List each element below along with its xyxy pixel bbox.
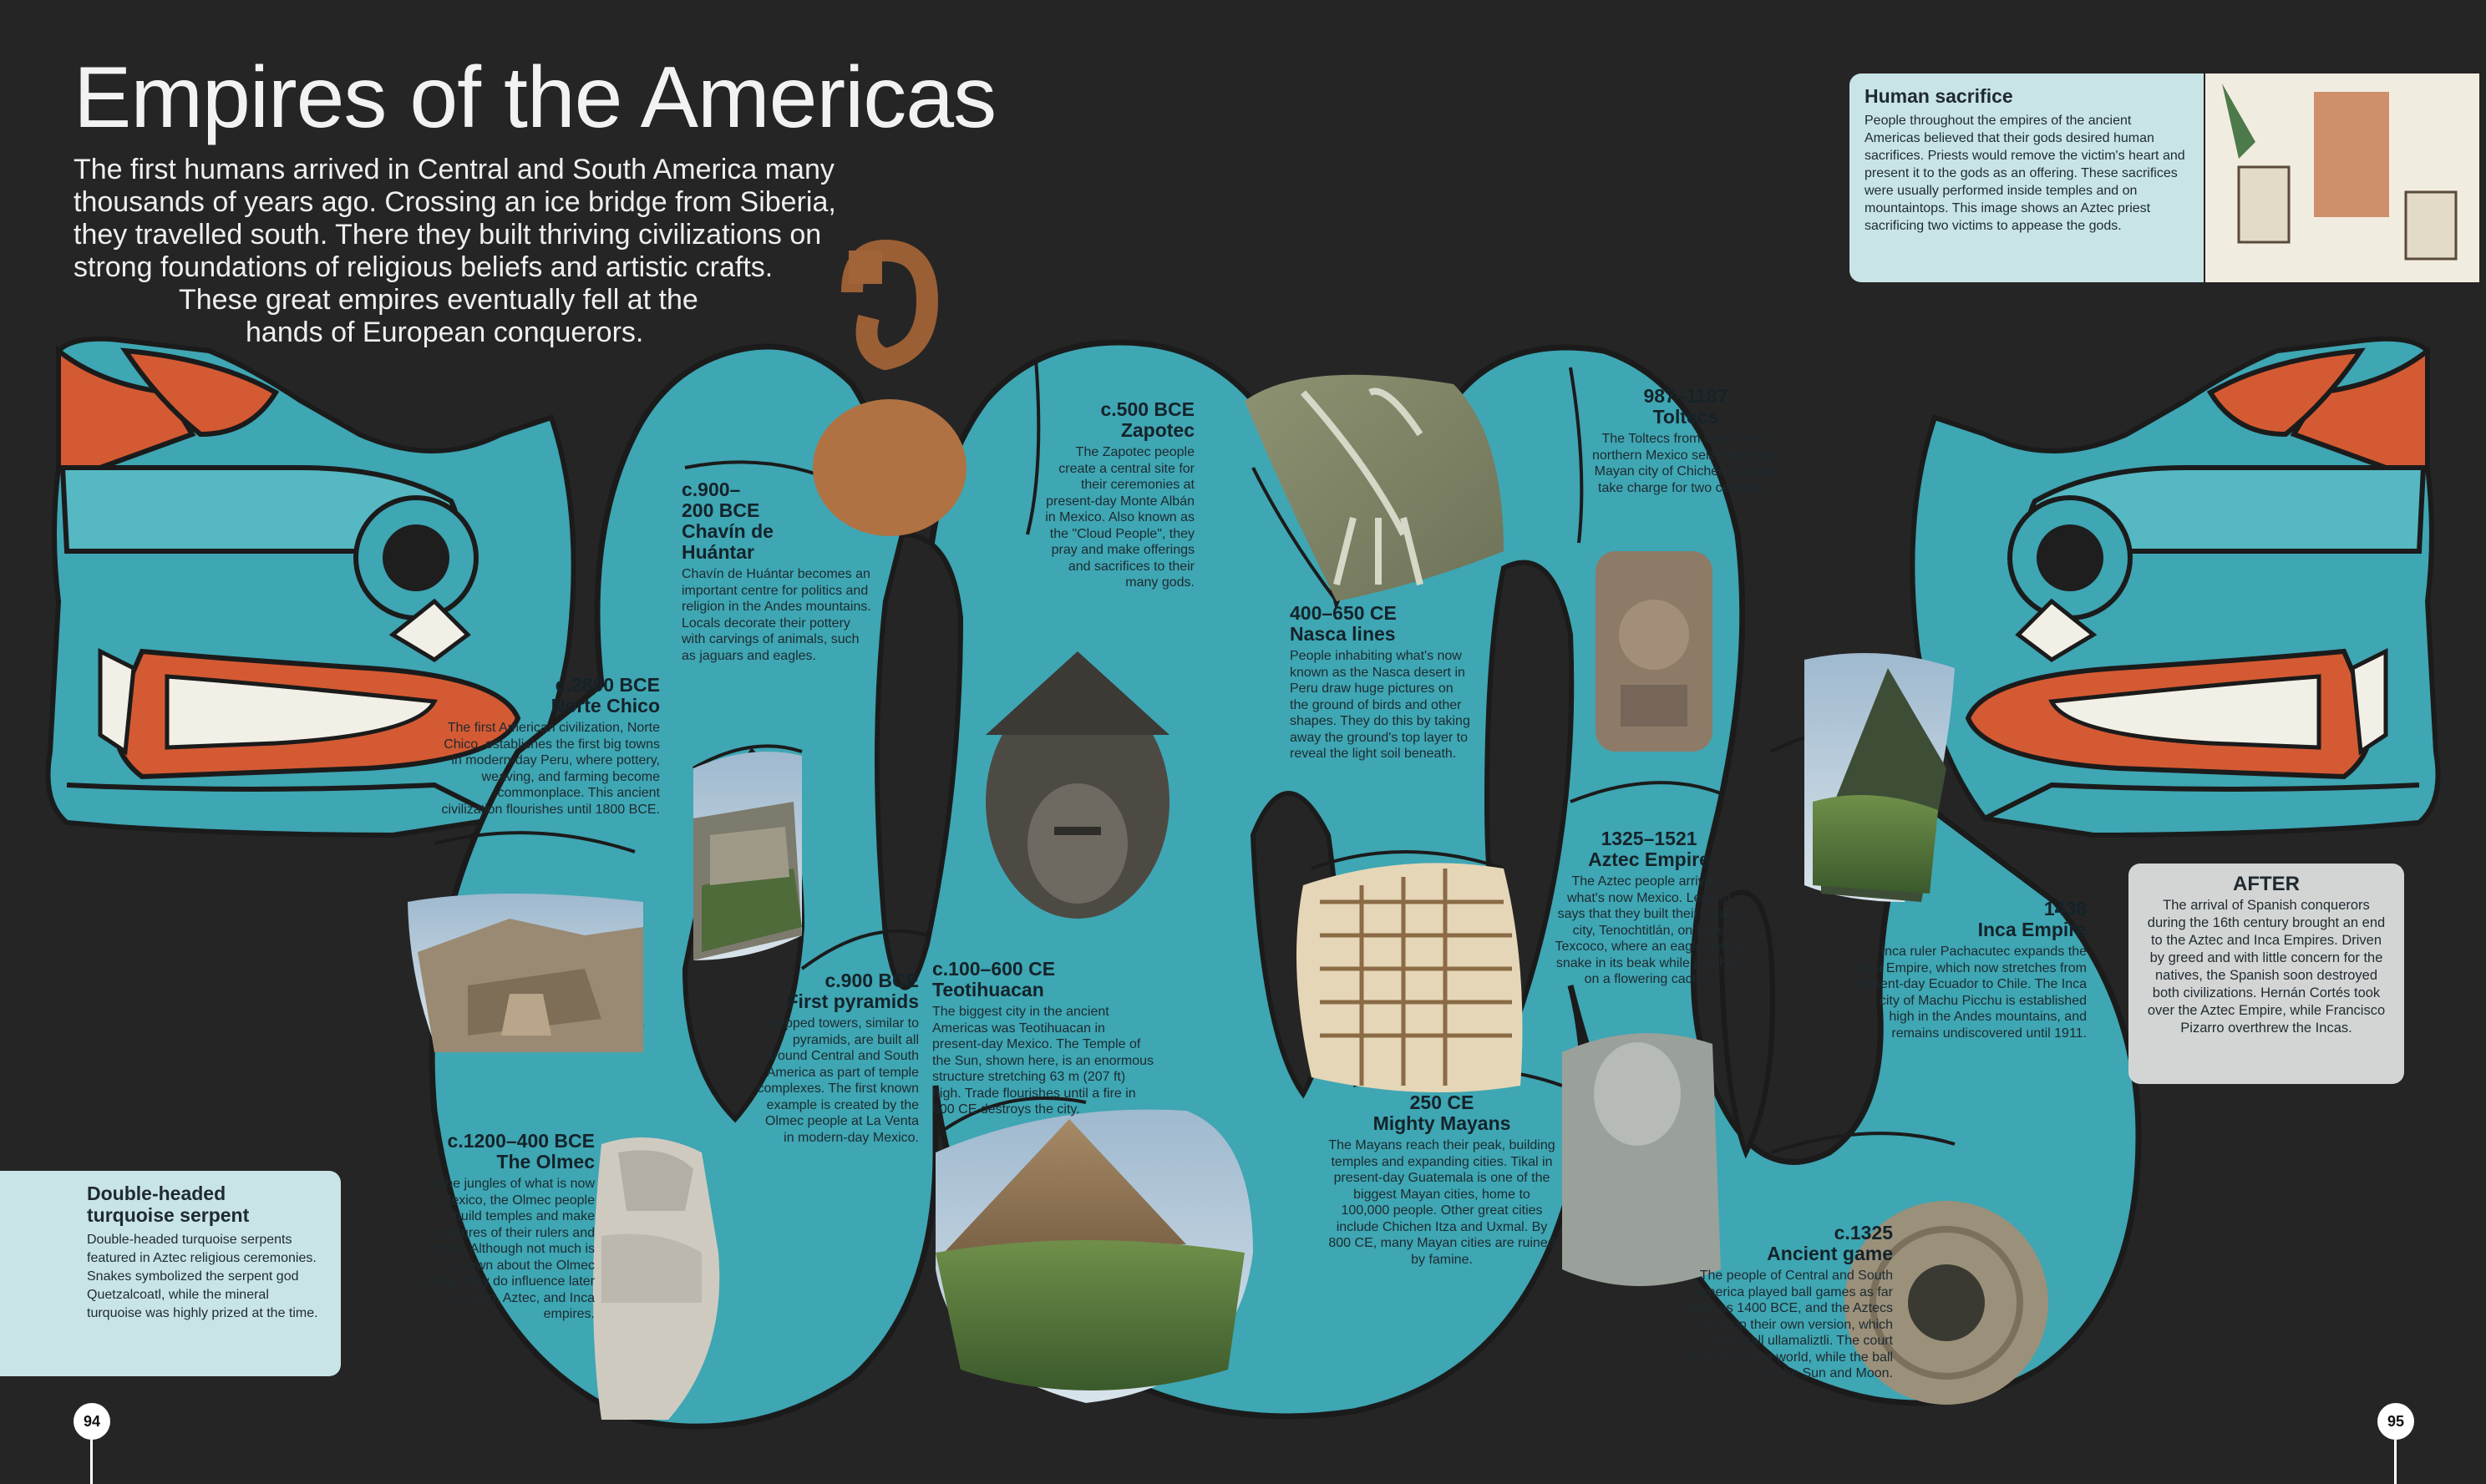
photo-first-pyramids — [693, 752, 802, 960]
entry-text: Inca ruler Pachacutec expands the Inca Empire, which now stretches from present-day Ecuador to Chile. The Inca city of Machu Picchu is established high in the Andes mountains, and remains undiscovered until 1911. — [1854, 945, 2087, 1041]
entry-chavin — [682, 479, 874, 664]
human-sacrifice-heading: Human sacrifice — [1864, 85, 2013, 107]
entry-name: Chavín de — [682, 520, 774, 542]
page-number-right-line — [2394, 1440, 2397, 1484]
entry-text: The Toltecs from what's now northern Mexico seize the great Mayan city of Chichen Itza and take charge for two centuries. — [1591, 432, 1780, 495]
entry-date: c.1325 — [1834, 1222, 1893, 1243]
entry-date: c.2800 BCE — [555, 674, 660, 696]
entry-text: The people of Central and South America played ball games as far back as 1400 BCE, and the Aztecs develop their own version, which they call ullamaliztli. The court represents the world, while the ball is the Sun and Moon. — [1687, 1269, 1893, 1380]
entry-aztec — [1554, 828, 1744, 988]
after-box — [2128, 864, 2404, 1084]
entry-name: Ancient game — [1767, 1243, 1893, 1264]
entry-date: 1438 — [2043, 898, 2087, 919]
serpent-info-text: Double-headed turquoise serpents featured in Aztec religious ceremonies. Snakes symbolized the serpent god Quetzalcoatl, while the mineral turquoise was highly prized at the time. — [87, 1233, 318, 1320]
entry-ancient-game — [1674, 1223, 1893, 1382]
intro-line: they travelled south. There they built thriving civilizations on — [74, 219, 822, 251]
entry-text: The biggest city in the ancient Americas was Teotihuacan in present-day Mexico. The Temple of the Sun, shown here, is an enormous structure stretching 63 m (207 ft) high. Trade flourishes until a fire in 600 CE destroys the city. — [932, 1005, 1154, 1117]
intro-line: The first humans arrived in Central and South America many — [74, 154, 835, 185]
entry-name: First pyramids — [786, 990, 919, 1012]
entry-date: 400–650 CE — [1290, 602, 1397, 624]
entry-name: Huántar — [682, 541, 754, 563]
intro-line: thousands of years ago. Crossing an ice bridge from Siberia, — [74, 186, 836, 218]
photo-aztec-codex-sacrifice — [2205, 73, 2479, 282]
entry-text: In the jungles of what is now Mexico, the Olmec people build temples and make sculptures of their rulers and gods. Although not much is known about the Olmec today, they do influence later Mayan, Aztec, and Inca empires. — [424, 1177, 595, 1321]
after-heading: AFTER — [2233, 873, 2300, 895]
entry-date: 1325–1521 — [1601, 828, 1697, 849]
entry-date: c.1200–400 BCE — [447, 1130, 595, 1152]
entry-text: The first American civilization, Norte Chico, establishes the first big towns in modern-day Peru, where pottery, weaving, and farming become commonplace. This ancient civilization flourishes until 1800 BCE. — [441, 721, 660, 817]
entry-date: c.500 BCE — [1100, 398, 1195, 420]
entry-date: 987–1187 — [1643, 385, 1728, 407]
page-number-left: 94 — [74, 1403, 110, 1440]
serpent-info-heading: turquoise serpent — [87, 1204, 250, 1226]
entry-name: Teotihuacan — [932, 979, 1044, 1000]
entry-date: c.900– — [682, 479, 741, 500]
entry-name: Zapotec — [1120, 419, 1195, 441]
intro-line: hands of European conquerors. — [246, 317, 644, 348]
entry-text: Stepped towers, similar to pyramids, are built all around Central and South America as part of temple complexes. The first known example is created by the Olmec people at La Venta in modern-day Mexico. — [757, 1016, 919, 1145]
intro-text — [74, 154, 859, 349]
human-sacrifice-box — [1849, 73, 2204, 282]
photo-norte-chico — [408, 894, 643, 1052]
photo-toltec-statue — [1596, 551, 1712, 752]
entry-inca — [1853, 899, 2087, 1041]
entry-text: The Zapotec people create a central site for their ceremonies at present-day Monte Albán in Mexico. Also known as the "Cloud People", they pray and make offerings and sacrifices to their many gods. — [1045, 445, 1195, 590]
entry-text: People inhabiting what's now known as the Nasca desert in Peru draw huge pictures on the ground of birds and other shapes. They do this by taking away the ground's top layer to reveal the light soil beneath. — [1290, 649, 1470, 761]
after-text: The arrival of Spanish conquerors during the 16th century brought an end to the Aztec and Inca Empires. Driven by greed and with little concern for the natives, the Spanish soon destroyed both civilizations. Hernán Cortés took over the Aztec Empire, while Francisco Pizarro overthrew the Incas. — [2147, 898, 2386, 1036]
entry-name: Nasca lines — [1290, 623, 1396, 645]
entry-name: Aztec Empire — [1588, 848, 1710, 870]
entry-toltecs — [1585, 386, 1786, 496]
human-sacrifice-text: People throughout the empires of the ancient Americas believed that their gods desired human sacrifices. Priests would remove the victim's heart and present it to the gods as an offering. These sacrifices were usually performed inside temples and on mountaintops. This image shows an Aztec priest sacrificing two victims to appease the gods. — [1864, 114, 2185, 233]
entry-name: The Olmec — [496, 1151, 595, 1173]
entry-name: Mighty Mayans — [1372, 1112, 1511, 1134]
entry-date: c.100–600 CE — [932, 958, 1056, 980]
entry-nasca — [1290, 603, 1475, 762]
entry-date: 250 CE — [1409, 1091, 1474, 1113]
entry-text: Chavín de Huántar becomes an important centre for politics and religion in the Andes mountains. Locals decorate their pottery with carvings of animals, such as jaguars and eagles. — [682, 567, 871, 663]
entry-olmec — [423, 1131, 595, 1323]
photo-mayan-codex — [1296, 863, 1523, 1092]
entry-text: The Aztec people arrive in what's now Mexico. Legend says that they built their capital city, Tenochtitlán, on Lake Texcoco, where an eagle held a snake in its beak while perched on a flowering cactus. — [1555, 874, 1743, 986]
page-title: Empires of the Americas — [74, 49, 997, 146]
entry-name: Norte Chico — [550, 695, 660, 717]
right-serpent-head — [1912, 339, 2438, 835]
photo-machu-picchu — [1804, 653, 1955, 902]
entry-name: Inca Empire — [1977, 919, 2087, 940]
page-number-left-line — [90, 1440, 93, 1484]
entry-date: c.900 BCE — [824, 970, 919, 991]
intro-line: strong foundations of religious beliefs and artistic crafts. — [74, 251, 774, 283]
photo-teotihuacan — [936, 1110, 1253, 1403]
serpent-info-heading: Double-headed — [87, 1183, 226, 1204]
entry-norte-chico — [434, 675, 660, 818]
entry-zapotec — [1044, 399, 1195, 591]
intro-line: These great empires eventually fell at the — [179, 284, 698, 316]
page-number-right: 95 — [2377, 1403, 2414, 1440]
entry-first-pyramids — [752, 970, 919, 1146]
entry-teotihuacan — [932, 959, 1158, 1118]
entry-name: Toltecs — [1652, 406, 1719, 428]
entry-text: The Mayans reach their peak, building temples and expanding cities. Tikal in present-day Guatemala is one of the biggest Mayan cities, home to 100,000 people. Other great cities include Chichen Itza and Uxmal. By 800 CE, many Mayan cities are ruined by famine. — [1328, 1138, 1555, 1267]
entry-date: 200 BCE — [682, 499, 760, 521]
entry-mayans — [1328, 1092, 1555, 1268]
serpent-info-box — [0, 1171, 341, 1376]
